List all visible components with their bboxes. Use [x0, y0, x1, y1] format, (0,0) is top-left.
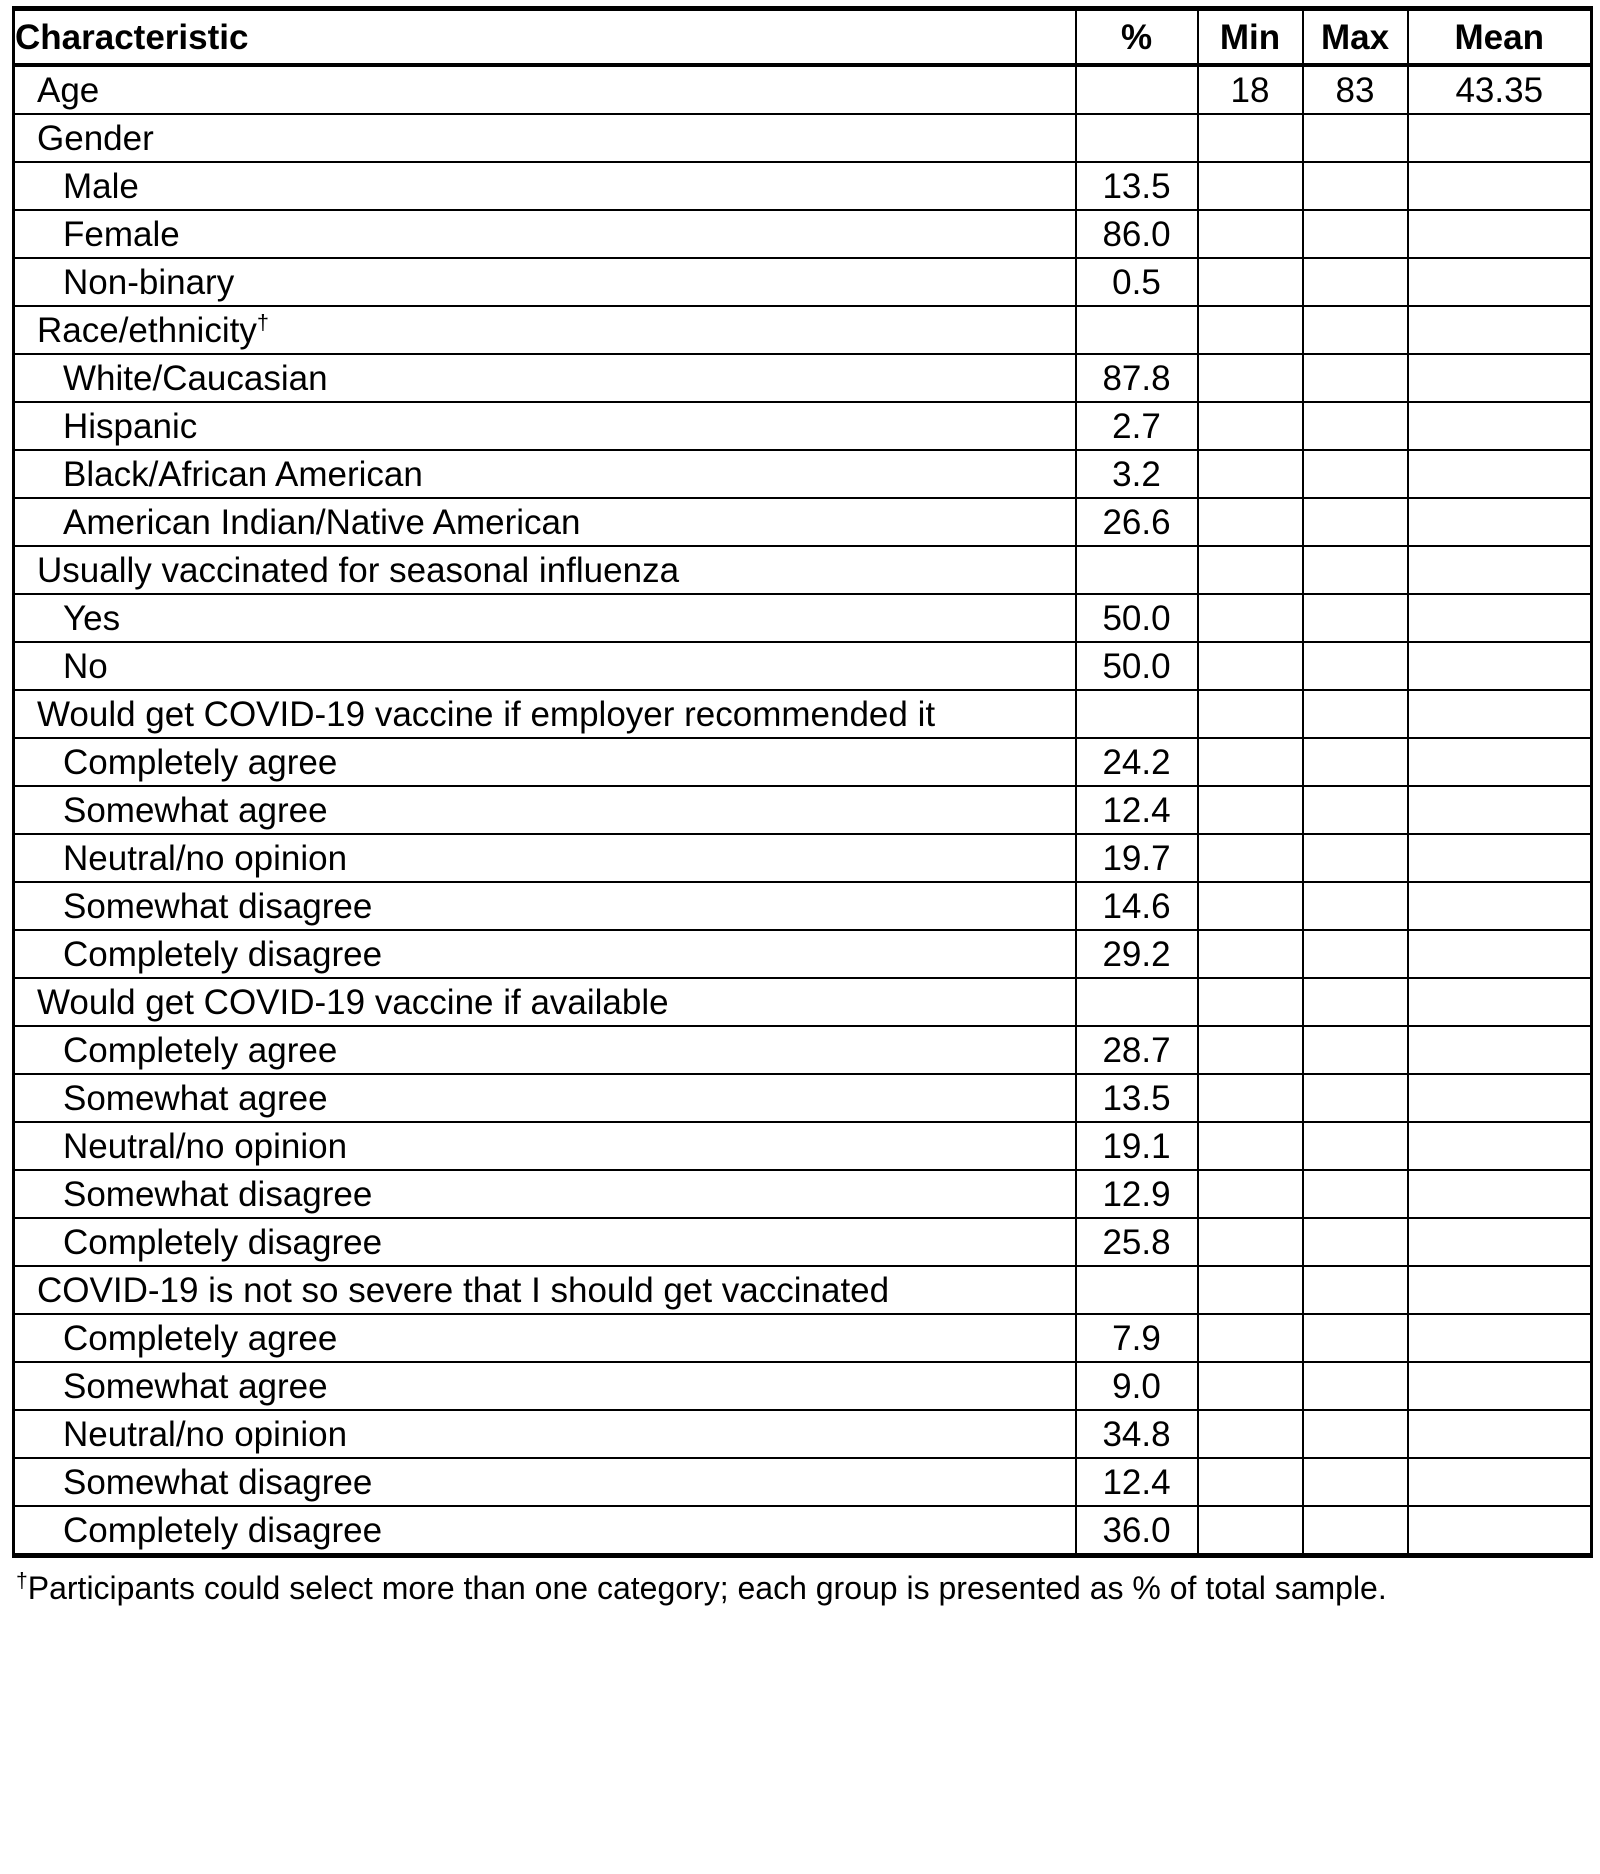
table-row	[14, 834, 1592, 882]
mean-cell	[1408, 738, 1592, 786]
max-cell	[1303, 738, 1408, 786]
mean-cell	[1408, 546, 1592, 594]
mean-cell	[1408, 354, 1592, 402]
min-cell	[1198, 978, 1303, 1026]
percent-cell: 3.2	[1076, 450, 1198, 498]
min-cell	[1198, 354, 1303, 402]
row-label-cell	[14, 594, 1076, 642]
row-label: Somewhat disagree	[63, 886, 373, 926]
max-cell	[1303, 498, 1408, 546]
min-cell	[1198, 882, 1303, 930]
min-cell	[1198, 1506, 1303, 1556]
footnote-dagger-icon: †	[256, 308, 269, 334]
percent-cell: 34.8	[1076, 1410, 1198, 1458]
min-cell	[1198, 930, 1303, 978]
min-cell	[1198, 1074, 1303, 1122]
mean-cell	[1408, 1266, 1592, 1314]
row-label: Male	[63, 166, 139, 206]
mean-cell	[1408, 786, 1592, 834]
row-label: Somewhat disagree	[63, 1174, 373, 1214]
table-row	[14, 1218, 1592, 1266]
mean-cell	[1408, 258, 1592, 306]
percent-cell: 26.6	[1076, 498, 1198, 546]
table-row	[14, 114, 1592, 162]
row-label-cell	[14, 402, 1076, 450]
table-row	[14, 402, 1592, 450]
row-label-cell	[14, 882, 1076, 930]
row-label-cell	[14, 1074, 1076, 1122]
max-cell	[1303, 162, 1408, 210]
percent-cell	[1076, 546, 1198, 594]
min-cell	[1198, 114, 1303, 162]
row-label: Completely agree	[63, 742, 338, 782]
max-cell	[1303, 882, 1408, 930]
mean-cell: 43.35	[1408, 65, 1592, 114]
row-label-cell	[14, 162, 1076, 210]
percent-cell: 0.5	[1076, 258, 1198, 306]
table-row	[14, 546, 1592, 594]
table-row	[14, 65, 1592, 114]
table-row	[14, 210, 1592, 258]
percent-cell	[1076, 978, 1198, 1026]
min-cell	[1198, 162, 1303, 210]
row-label-cell	[14, 1122, 1076, 1170]
table-row	[14, 1122, 1592, 1170]
max-cell	[1303, 690, 1408, 738]
row-label-cell	[14, 210, 1076, 258]
row-label: Somewhat agree	[63, 1366, 328, 1406]
max-cell	[1303, 258, 1408, 306]
mean-cell	[1408, 594, 1592, 642]
mean-cell	[1408, 210, 1592, 258]
footnote-text: Participants could select more than one category; each group is presented as % of total sample.	[27, 1570, 1387, 1606]
table-row	[14, 738, 1592, 786]
row-label-cell	[14, 1410, 1076, 1458]
row-label: Female	[63, 214, 180, 254]
mean-cell	[1408, 1458, 1592, 1506]
max-cell	[1303, 786, 1408, 834]
min-cell	[1198, 738, 1303, 786]
row-label: Would get COVID-19 vaccine if employer recommended it	[37, 694, 936, 734]
percent-cell	[1076, 65, 1198, 114]
table-row	[14, 1026, 1592, 1074]
row-label: Completely disagree	[63, 934, 383, 974]
max-cell	[1303, 978, 1408, 1026]
percent-cell: 7.9	[1076, 1314, 1198, 1362]
max-cell	[1303, 930, 1408, 978]
table-row	[14, 1410, 1592, 1458]
min-cell	[1198, 258, 1303, 306]
mean-cell	[1408, 498, 1592, 546]
percent-cell: 19.7	[1076, 834, 1198, 882]
column-header-percent: %	[1076, 9, 1198, 66]
mean-cell	[1408, 834, 1592, 882]
row-label-cell	[14, 834, 1076, 882]
row-label: Somewhat disagree	[63, 1462, 373, 1502]
row-label: Usually vaccinated for seasonal influenza	[37, 550, 680, 590]
row-label: Hispanic	[63, 406, 198, 446]
table-head	[14, 9, 1592, 66]
percent-cell	[1076, 1266, 1198, 1314]
row-label: Neutral/no opinion	[63, 1126, 348, 1166]
table-row	[14, 258, 1592, 306]
row-label-cell	[14, 930, 1076, 978]
percent-cell: 25.8	[1076, 1218, 1198, 1266]
max-cell	[1303, 1410, 1408, 1458]
min-cell	[1198, 1122, 1303, 1170]
max-cell	[1303, 834, 1408, 882]
mean-cell	[1408, 1026, 1592, 1074]
row-label-cell	[14, 546, 1076, 594]
table-row	[14, 642, 1592, 690]
mean-cell	[1408, 162, 1592, 210]
row-label: Completely disagree	[63, 1510, 383, 1550]
min-cell	[1198, 1026, 1303, 1074]
percent-cell: 86.0	[1076, 210, 1198, 258]
row-label: Gender	[37, 118, 154, 158]
min-cell	[1198, 1170, 1303, 1218]
row-label: Non-binary	[63, 262, 235, 302]
min-cell	[1198, 1362, 1303, 1410]
row-label-cell	[14, 1314, 1076, 1362]
max-cell: 83	[1303, 65, 1408, 114]
row-label: American Indian/Native American	[63, 502, 581, 542]
row-label: Neutral/no opinion	[63, 838, 348, 878]
row-label-cell	[14, 450, 1076, 498]
min-cell	[1198, 786, 1303, 834]
max-cell	[1303, 1122, 1408, 1170]
table-row	[14, 498, 1592, 546]
max-cell	[1303, 1362, 1408, 1410]
mean-cell	[1408, 1362, 1592, 1410]
row-label-cell	[14, 1026, 1076, 1074]
row-label-cell	[14, 690, 1076, 738]
percent-cell: 2.7	[1076, 402, 1198, 450]
max-cell	[1303, 1314, 1408, 1362]
row-label-cell	[14, 354, 1076, 402]
row-label: Completely disagree	[63, 1222, 383, 1262]
column-header-characteristic: Characteristic	[14, 9, 1076, 66]
row-label-cell	[14, 1218, 1076, 1266]
max-cell	[1303, 1266, 1408, 1314]
max-cell	[1303, 306, 1408, 354]
percent-cell: 50.0	[1076, 594, 1198, 642]
row-label: White/Caucasian	[63, 358, 328, 398]
row-label-cell	[14, 306, 1076, 354]
min-cell	[1198, 642, 1303, 690]
mean-cell	[1408, 1170, 1592, 1218]
max-cell	[1303, 1026, 1408, 1074]
column-header-max: Max	[1303, 9, 1408, 66]
percent-cell: 13.5	[1076, 1074, 1198, 1122]
mean-cell	[1408, 690, 1592, 738]
percent-cell	[1076, 306, 1198, 354]
percent-cell	[1076, 114, 1198, 162]
mean-cell	[1408, 1218, 1592, 1266]
table-row	[14, 594, 1592, 642]
percent-cell: 24.2	[1076, 738, 1198, 786]
table-row	[14, 450, 1592, 498]
percent-cell: 87.8	[1076, 354, 1198, 402]
table-row	[14, 162, 1592, 210]
percent-cell: 19.1	[1076, 1122, 1198, 1170]
column-header-mean: Mean	[1408, 9, 1592, 66]
min-cell	[1198, 1266, 1303, 1314]
max-cell	[1303, 1506, 1408, 1556]
mean-cell	[1408, 402, 1592, 450]
row-label-cell	[14, 258, 1076, 306]
min-cell	[1198, 210, 1303, 258]
min-cell	[1198, 1218, 1303, 1266]
row-label-cell	[14, 1362, 1076, 1410]
max-cell	[1303, 114, 1408, 162]
row-label: Yes	[63, 598, 121, 638]
min-cell	[1198, 450, 1303, 498]
characteristics-table	[12, 6, 1593, 1558]
max-cell	[1303, 210, 1408, 258]
row-label: Age	[37, 70, 100, 110]
mean-cell	[1408, 1074, 1592, 1122]
table-row	[14, 1506, 1592, 1556]
min-cell	[1198, 1410, 1303, 1458]
percent-cell: 28.7	[1076, 1026, 1198, 1074]
table-row	[14, 690, 1592, 738]
percent-cell: 50.0	[1076, 642, 1198, 690]
min-cell	[1198, 594, 1303, 642]
table-row	[14, 1074, 1592, 1122]
mean-cell	[1408, 642, 1592, 690]
max-cell	[1303, 1218, 1408, 1266]
max-cell	[1303, 1074, 1408, 1122]
percent-cell: 12.9	[1076, 1170, 1198, 1218]
percent-cell: 12.4	[1076, 1458, 1198, 1506]
mean-cell	[1408, 1506, 1592, 1556]
percent-cell: 13.5	[1076, 162, 1198, 210]
percent-cell: 29.2	[1076, 930, 1198, 978]
max-cell	[1303, 354, 1408, 402]
percent-cell: 12.4	[1076, 786, 1198, 834]
table-body	[14, 65, 1592, 1556]
mean-cell	[1408, 1314, 1592, 1362]
row-label-cell	[14, 738, 1076, 786]
table-row	[14, 1266, 1592, 1314]
table-header-row	[14, 9, 1592, 66]
min-cell: 18	[1198, 65, 1303, 114]
column-header-min: Min	[1198, 9, 1303, 66]
row-label-cell	[14, 1266, 1076, 1314]
row-label: Race/ethnicity†	[37, 308, 269, 350]
table-row	[14, 978, 1592, 1026]
min-cell	[1198, 1314, 1303, 1362]
mean-cell	[1408, 930, 1592, 978]
row-label-cell	[14, 978, 1076, 1026]
row-label-cell	[14, 65, 1076, 114]
row-label: COVID-19 is not so severe that I should get vaccinated	[37, 1270, 890, 1310]
mean-cell	[1408, 306, 1592, 354]
percent-cell: 36.0	[1076, 1506, 1198, 1556]
max-cell	[1303, 594, 1408, 642]
min-cell	[1198, 402, 1303, 450]
table-footnote	[12, 1558, 1590, 1607]
footnote-marker-icon: †	[16, 1569, 28, 1593]
row-label-cell	[14, 642, 1076, 690]
min-cell	[1198, 498, 1303, 546]
table-row	[14, 1362, 1592, 1410]
row-label: Neutral/no opinion	[63, 1414, 348, 1454]
max-cell	[1303, 450, 1408, 498]
row-label-cell	[14, 1170, 1076, 1218]
min-cell	[1198, 546, 1303, 594]
mean-cell	[1408, 978, 1592, 1026]
table-row	[14, 354, 1592, 402]
row-label-cell	[14, 114, 1076, 162]
mean-cell	[1408, 1122, 1592, 1170]
row-label: Completely agree	[63, 1030, 338, 1070]
row-label: Would get COVID-19 vaccine if available	[37, 982, 669, 1022]
table-row	[14, 1458, 1592, 1506]
min-cell	[1198, 1458, 1303, 1506]
table-row	[14, 882, 1592, 930]
row-label-cell	[14, 1506, 1076, 1556]
table-row	[14, 930, 1592, 978]
mean-cell	[1408, 450, 1592, 498]
table-row	[14, 1170, 1592, 1218]
max-cell	[1303, 402, 1408, 450]
min-cell	[1198, 306, 1303, 354]
min-cell	[1198, 690, 1303, 738]
row-label-cell	[14, 1458, 1076, 1506]
row-label-cell	[14, 786, 1076, 834]
mean-cell	[1408, 882, 1592, 930]
percent-cell	[1076, 690, 1198, 738]
row-label: Completely agree	[63, 1318, 338, 1358]
max-cell	[1303, 1458, 1408, 1506]
row-label: Somewhat agree	[63, 790, 328, 830]
table-row	[14, 306, 1592, 354]
min-cell	[1198, 834, 1303, 882]
max-cell	[1303, 1170, 1408, 1218]
row-label: Black/African American	[63, 454, 423, 494]
row-label: Somewhat agree	[63, 1078, 328, 1118]
percent-cell: 9.0	[1076, 1362, 1198, 1410]
max-cell	[1303, 546, 1408, 594]
max-cell	[1303, 642, 1408, 690]
row-label-cell	[14, 498, 1076, 546]
mean-cell	[1408, 1410, 1592, 1458]
mean-cell	[1408, 114, 1592, 162]
table-row	[14, 786, 1592, 834]
table-row	[14, 1314, 1592, 1362]
percent-cell: 14.6	[1076, 882, 1198, 930]
row-label: No	[63, 646, 108, 686]
